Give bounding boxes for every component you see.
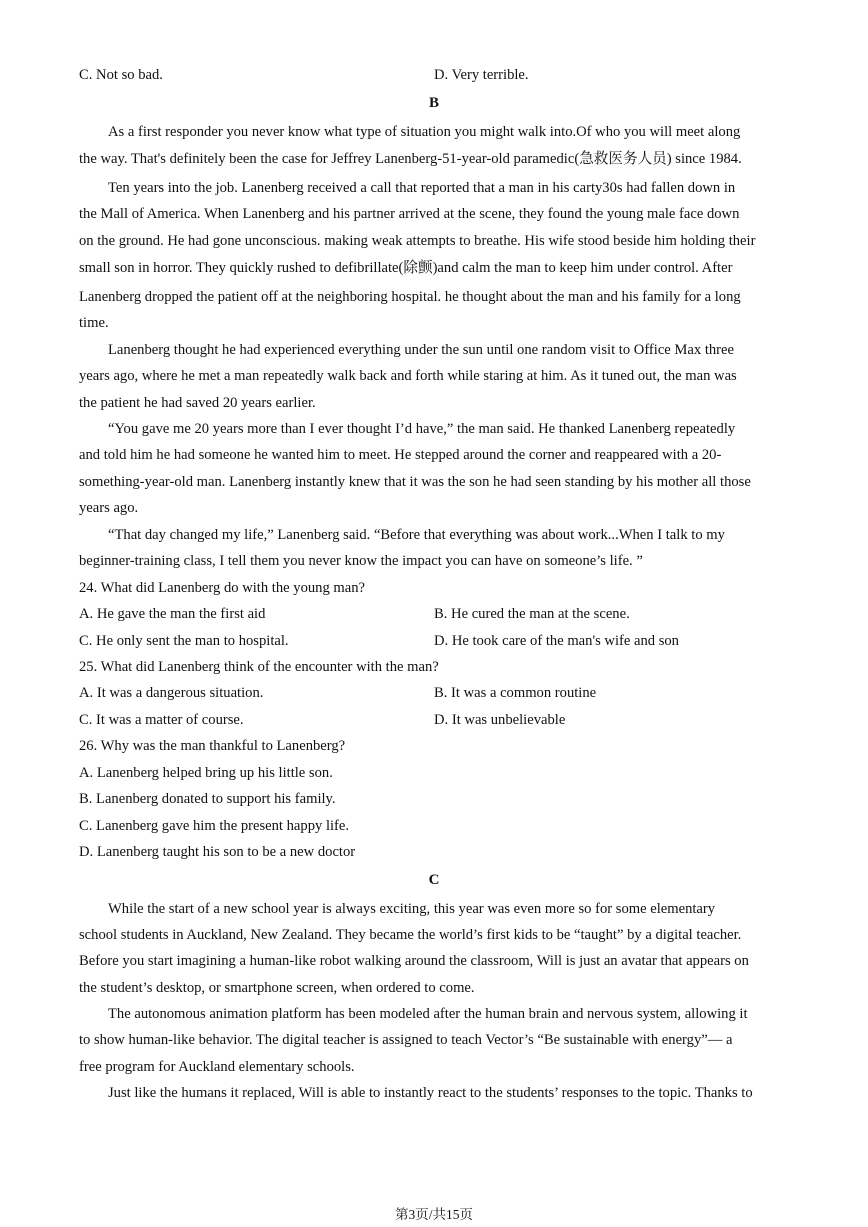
option-c: C. It was a matter of course. [79, 712, 244, 728]
question-stem: 24. What did Lanenberg do with the young man? [79, 580, 366, 596]
option-c: C. He only sent the man to hospital. [79, 633, 289, 649]
option-b: B. He cured the man at the scene. [434, 606, 630, 622]
section-b-heading: B [428, 95, 439, 111]
text-line: While the start of a new school year is always exciting, this year was even more so for some elementary [108, 901, 716, 917]
section-c-heading: C [428, 872, 440, 888]
option-d: D. He took care of the man's wife and son [434, 633, 679, 649]
text-line: As a first responder you never know what type of situation you might walk into.Of who you will meet along [108, 124, 741, 140]
text-line: “You gave me 20 years more than I ever thought I’d have,” the man said. He thanked Lanenberg repeatedly [108, 421, 736, 437]
text-line: the student’s desktop, or smartphone screen, when ordered to come. [79, 980, 475, 996]
option-d: D. Very terrible. [434, 67, 529, 83]
text-line: The autonomous animation platform has been modeled after the human brain and nervous system, allowing it [108, 1006, 748, 1022]
text-line: time. [79, 315, 109, 331]
question-stem: 26. Why was the man thankful to Lanenberg? [79, 738, 346, 754]
option-c: C. Not so bad. [79, 67, 163, 83]
question-stem: 25. What did Lanenberg think of the encounter with the man? [79, 659, 439, 675]
text-line: on the ground. He had gone unconscious. making weak attempts to breathe. His wife stood beside him holding their [79, 233, 756, 249]
text-line: Lanenberg dropped the patient off at the neighboring hospital. he thought about the man and his family for a long [79, 289, 741, 305]
text-line: the way. That's definitely been the case for Jeffrey Lanenberg-51-year-old paramedic(急救医务人员) since 1984. [79, 151, 742, 167]
text-line: to show human-like behavior. The digital teacher is assigned to teach Vector’s “Be sustainable with energy”— a [79, 1032, 733, 1048]
page-number: 第3页/共15页 [394, 1207, 473, 1222]
text-line: free program for Auckland elementary schools. [79, 1059, 355, 1075]
text-line: “That day changed my life,” Lanenberg said. “Before that everything was about work...When I talk to my [108, 527, 725, 543]
option-c: C. Lanenberg gave him the present happy life. [79, 818, 350, 834]
option-b: B. It was a common routine [434, 685, 597, 701]
text-line: Before you start imagining a human-like robot walking around the classroom, Will is just an avatar that appears on [79, 953, 749, 969]
text-line: Lanenberg thought he had experienced everything under the sun until one random visit to Office Max three [108, 342, 734, 358]
text-line: years ago, where he met a man repeatedly walk back and forth while staring at him. As it tuned out, the man was [79, 368, 737, 384]
text-line: the patient he had saved 20 years earlier. [79, 395, 316, 411]
option-a: A. He gave the man the first aid [79, 606, 266, 622]
text-line: Ten years into the job. Lanenberg received a call that reported that a man in his carty30s had fallen down in [108, 180, 736, 196]
text-line: something-year-old man. Lanenberg instantly knew that it was the son he had seen standing by his mother all those [79, 474, 751, 490]
option-d: D. It was unbelievable [434, 712, 566, 728]
option-a: A. Lanenberg helped bring up his little son. [79, 765, 333, 781]
option-b: B. Lanenberg donated to support his family. [79, 791, 336, 807]
option-a: A. It was a dangerous situation. [79, 685, 264, 701]
text-line: and told him he had someone he wanted him to meet. He stepped around the corner and reappeared with a 20- [79, 447, 722, 463]
option-d: D. Lanenberg taught his son to be a new doctor [79, 844, 356, 860]
text-line: the Mall of America. When Lanenberg and his partner arrived at the scene, they found the young male face down [79, 206, 740, 222]
text-line: years ago. [79, 500, 139, 516]
text-line: Just like the humans it replaced, Will is able to instantly react to the students’ responses to the topic. Thanks to [108, 1085, 753, 1101]
text-line: beginner-training class, I tell them you never know the impact you can have on someone’s life. ” [79, 553, 643, 569]
text-line: school students in Auckland, New Zealand. They became the world’s first kids to be “taught” by a digital teacher. [79, 927, 742, 943]
text-line: small son in horror. They quickly rushed to defibrillate(除颤)and calm the man to keep him under control. After [79, 260, 733, 276]
